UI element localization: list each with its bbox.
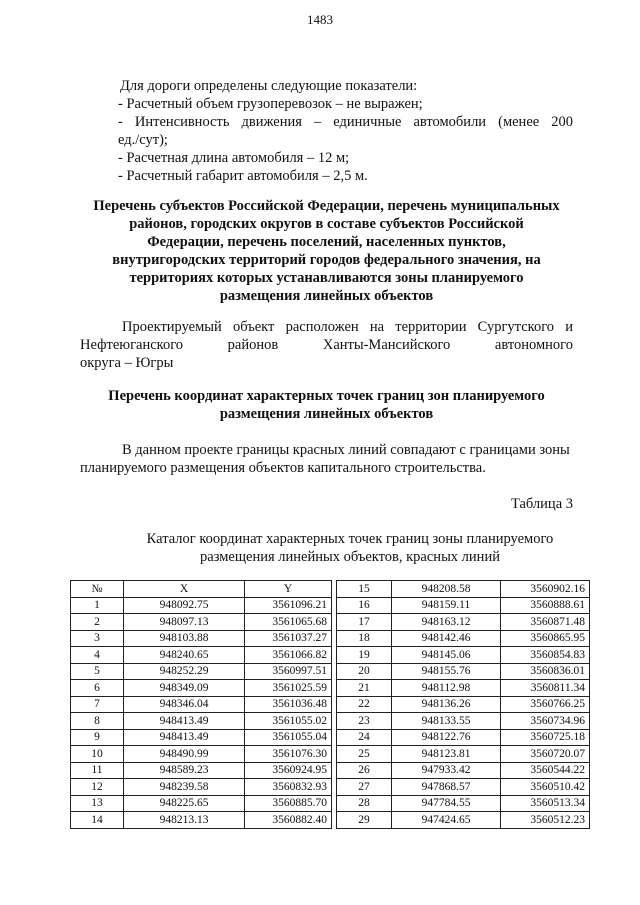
road-parameter-item: ед./сут); <box>118 132 168 148</box>
page-number: 1483 <box>307 12 333 27</box>
table-row <box>337 597 590 614</box>
table-row <box>337 729 590 746</box>
table-row <box>337 795 590 812</box>
cell-number: 5 <box>71 663 124 680</box>
paragraph-location <box>80 318 573 372</box>
cell-y: 3561025.59 <box>245 680 332 697</box>
cell-number: 9 <box>71 729 124 746</box>
table-row <box>337 581 590 598</box>
cell-y: 3561037.27 <box>245 630 332 647</box>
cell-number: 16 <box>337 597 392 614</box>
table-row <box>71 614 332 631</box>
table-row <box>337 746 590 763</box>
cell-number: 17 <box>337 614 392 631</box>
paragraph-red-lines <box>80 441 573 477</box>
heading-line: территориях которых устанавливаются зоны планируемого <box>129 270 524 286</box>
paragraph-line: В данном проекте границы красных линий совпадают с границами зоны <box>122 442 570 458</box>
coordinates-table-right <box>336 580 590 829</box>
cell-number: 1 <box>71 597 124 614</box>
table-label: Таблица 3 <box>510 496 573 512</box>
cell-x: 948112.98 <box>392 680 501 697</box>
road-parameters-intro: Для дороги определены следующие показатели: <box>120 78 418 94</box>
coordinates-table-left <box>70 580 332 829</box>
cell-number: 21 <box>337 680 392 697</box>
cell-x: 947868.57 <box>392 779 501 796</box>
cell-y: 3560836.01 <box>501 663 590 680</box>
cell-x: 948155.76 <box>392 663 501 680</box>
caption-line: размещения линейных объектов, красных линий <box>200 549 500 565</box>
cell-x: 948252.29 <box>124 663 245 680</box>
road-parameter-item: - Расчетный габарит автомобиля – 2,5 м. <box>118 168 368 184</box>
table-row <box>71 597 332 614</box>
cell-x: 948145.06 <box>392 647 501 664</box>
cell-y: 3560811.34 <box>501 680 590 697</box>
heading-line: внутригородских территорий городов федерального значения, на <box>112 252 541 268</box>
cell-number: 12 <box>71 779 124 796</box>
cell-x: 948589.23 <box>124 762 245 779</box>
header-number: № <box>71 581 124 598</box>
table-row <box>337 663 590 680</box>
table-row <box>71 713 332 730</box>
table-row <box>71 630 332 647</box>
cell-y: 3561096.21 <box>245 597 332 614</box>
cell-x: 948346.04 <box>124 696 245 713</box>
heading-line: районов, городских округов в составе субъектов Российской <box>129 216 524 232</box>
cell-x: 948240.65 <box>124 647 245 664</box>
section-heading-territories <box>80 197 573 305</box>
cell-number: 10 <box>71 746 124 763</box>
road-parameter-item: - Интенсивность движения – единичные автомобили (менее 200 <box>118 114 573 130</box>
road-parameter-item: - Расчетный объем грузоперевозок – не выражен; <box>118 96 423 112</box>
cell-y: 3561055.04 <box>245 729 332 746</box>
paragraph-line: округа – Югры <box>80 355 174 371</box>
section-heading-coordinates <box>80 387 573 423</box>
table-row <box>71 729 332 746</box>
table-row <box>71 696 332 713</box>
cell-x: 948490.99 <box>124 746 245 763</box>
paragraph-line: Проектируемый объект расположен на территории Сургутского и <box>122 319 573 335</box>
caption-line: Каталог координат характерных точек границ зоны планируемого <box>146 531 554 547</box>
table-row <box>71 779 332 796</box>
table-row <box>71 647 332 664</box>
cell-number: 24 <box>337 729 392 746</box>
heading-line: Федерации, перечень поселений, населенных пунктов, <box>147 234 506 250</box>
cell-y: 3561076.30 <box>245 746 332 763</box>
cell-y: 3560888.61 <box>501 597 590 614</box>
cell-number: 4 <box>71 647 124 664</box>
cell-y: 3560513.34 <box>501 795 590 812</box>
cell-x: 948136.26 <box>392 696 501 713</box>
cell-number: 13 <box>71 795 124 812</box>
cell-y: 3561066.82 <box>245 647 332 664</box>
table-row <box>337 647 590 664</box>
cell-y: 3560720.07 <box>501 746 590 763</box>
cell-x: 948133.55 <box>392 713 501 730</box>
table-row <box>337 614 590 631</box>
cell-x: 948213.13 <box>124 812 245 829</box>
heading-line: размещения линейных объектов <box>219 406 434 422</box>
cell-number: 29 <box>337 812 392 829</box>
cell-number: 15 <box>337 581 392 598</box>
cell-y: 3560544.22 <box>501 762 590 779</box>
table-row <box>337 680 590 697</box>
cell-y: 3560510.42 <box>501 779 590 796</box>
table-header-row <box>71 581 332 598</box>
cell-x: 948142.46 <box>392 630 501 647</box>
cell-x: 948103.88 <box>124 630 245 647</box>
table-row <box>337 779 590 796</box>
cell-x: 948208.58 <box>392 581 501 598</box>
cell-y: 3560871.48 <box>501 614 590 631</box>
cell-x: 947784.55 <box>392 795 501 812</box>
header-y: Y <box>245 581 332 598</box>
cell-y: 3560725.18 <box>501 729 590 746</box>
cell-x: 948239.58 <box>124 779 245 796</box>
cell-number: 6 <box>71 680 124 697</box>
cell-y: 3561055.02 <box>245 713 332 730</box>
cell-number: 3 <box>71 630 124 647</box>
paragraph-line: Нефтеюганского районов Ханты-Мансийского автономного <box>80 337 573 353</box>
table-row <box>337 812 590 829</box>
cell-x: 948159.11 <box>392 597 501 614</box>
heading-line: Перечень координат характерных точек границ зон планируемого <box>108 388 545 404</box>
cell-x: 948413.49 <box>124 729 245 746</box>
cell-number: 19 <box>337 647 392 664</box>
table-row <box>71 795 332 812</box>
cell-y: 3561065.68 <box>245 614 332 631</box>
table-row <box>71 680 332 697</box>
cell-y: 3560997.51 <box>245 663 332 680</box>
cell-x: 947424.65 <box>392 812 501 829</box>
table-row <box>337 696 590 713</box>
cell-y: 3560902.16 <box>501 581 590 598</box>
table-row <box>337 762 590 779</box>
cell-number: 18 <box>337 630 392 647</box>
cell-number: 2 <box>71 614 124 631</box>
paragraph-line: планируемого размещения объектов капитального строительства. <box>80 460 486 476</box>
cell-x: 948225.65 <box>124 795 245 812</box>
cell-number: 27 <box>337 779 392 796</box>
heading-line: Перечень субъектов Российской Федерации, перечень муниципальных <box>93 198 560 214</box>
road-parameters <box>120 77 573 185</box>
cell-number: 14 <box>71 812 124 829</box>
cell-x: 948413.49 <box>124 713 245 730</box>
cell-y: 3561036.48 <box>245 696 332 713</box>
cell-number: 25 <box>337 746 392 763</box>
cell-number: 23 <box>337 713 392 730</box>
cell-y: 3560885.70 <box>245 795 332 812</box>
cell-x: 948092.75 <box>124 597 245 614</box>
cell-y: 3560512.23 <box>501 812 590 829</box>
cell-number: 7 <box>71 696 124 713</box>
cell-y: 3560924.95 <box>245 762 332 779</box>
cell-y: 3560882.40 <box>245 812 332 829</box>
cell-x: 948163.12 <box>392 614 501 631</box>
heading-line: размещения линейных объектов <box>219 288 434 304</box>
cell-number: 11 <box>71 762 124 779</box>
cell-x: 947933.42 <box>392 762 501 779</box>
table-row <box>337 630 590 647</box>
cell-y: 3560832.93 <box>245 779 332 796</box>
cell-number: 22 <box>337 696 392 713</box>
cell-x: 948349.09 <box>124 680 245 697</box>
table-row <box>71 812 332 829</box>
cell-y: 3560734.96 <box>501 713 590 730</box>
cell-number: 28 <box>337 795 392 812</box>
table-row <box>71 762 332 779</box>
table-row <box>71 663 332 680</box>
table-row <box>337 713 590 730</box>
table-row <box>71 746 332 763</box>
table-caption <box>110 530 590 566</box>
cell-x: 948123.81 <box>392 746 501 763</box>
cell-number: 8 <box>71 713 124 730</box>
road-parameter-item: - Расчетная длина автомобиля – 12 м; <box>118 150 350 166</box>
cell-number: 26 <box>337 762 392 779</box>
cell-y: 3560865.95 <box>501 630 590 647</box>
cell-x: 948097.13 <box>124 614 245 631</box>
cell-number: 20 <box>337 663 392 680</box>
cell-y: 3560854.83 <box>501 647 590 664</box>
header-x: X <box>124 581 245 598</box>
cell-y: 3560766.25 <box>501 696 590 713</box>
cell-x: 948122.76 <box>392 729 501 746</box>
